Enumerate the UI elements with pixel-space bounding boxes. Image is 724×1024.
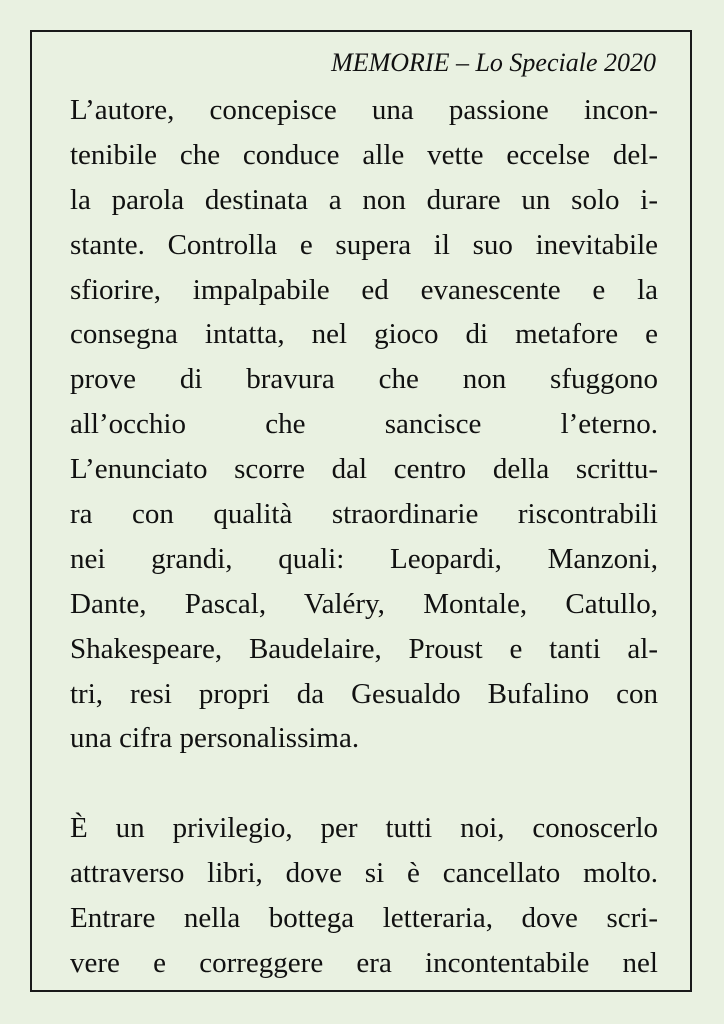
running-header: MEMORIE – Lo Speciale 2020 (331, 48, 656, 77)
text-line: L’enunciato scorre dal centro della scrittu- (70, 453, 658, 486)
text-line: all’occhio che sancisce l’eterno. (70, 408, 658, 441)
text-line: una cifra personalissima. (70, 722, 360, 755)
text-line: attraverso libri, dove si è cancellato molto. (70, 857, 658, 890)
text-line: sfiorire, impalpabile ed evanescente e la (70, 273, 658, 306)
text-line: la parola destinata a non durare un solo i- (70, 183, 658, 216)
text-line: ra con qualità straordinarie riscontrabili (70, 498, 658, 531)
body-text (70, 88, 658, 986)
text-line: nei grandi, quali: Leopardi, Manzoni, (70, 542, 658, 575)
text-line: È un privilegio, per tutti noi, conoscerlo (70, 812, 658, 845)
text-line: tri, resi propri da Gesualdo Bufalino con (70, 677, 658, 710)
text-line: stante. Controlla e supera il suo inevitabile (70, 228, 658, 261)
text-line: consegna intatta, nel gioco di metafore e (70, 318, 658, 351)
text-line: Shakespeare, Baudelaire, Proust e tanti al- (70, 632, 658, 665)
text-line: prove di bravura che non sfuggono (70, 363, 658, 396)
text-line: L’autore, concepisce una passione incon- (70, 94, 658, 126)
page-frame (30, 30, 692, 992)
text-line: Entrare nella bottega letteraria, dove scri- (70, 902, 658, 935)
text-line: vere e correggere era incontentabile nel (70, 946, 658, 979)
text-line: Dante, Pascal, Valéry, Montale, Catullo, (70, 587, 658, 620)
paragraph-gap (70, 761, 658, 806)
text-line: tenibile che conduce alle vette eccelse del- (70, 138, 658, 171)
